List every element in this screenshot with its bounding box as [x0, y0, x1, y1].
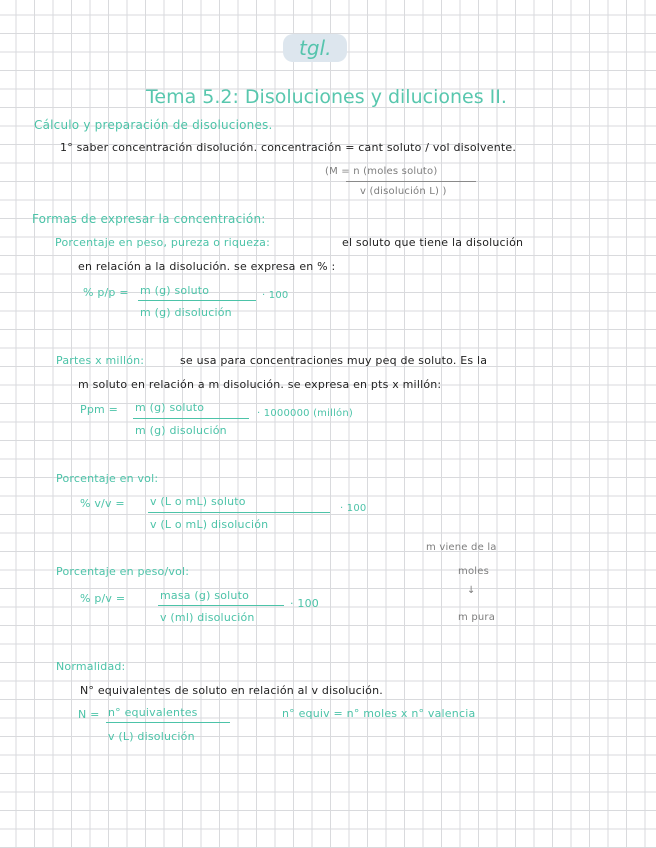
side-note-line2: moles [458, 566, 489, 577]
section2-heading: Formas de expresar la concentración: [32, 212, 266, 226]
ppm-numerator: m (g) soluto [135, 401, 205, 414]
header-tag: tgl. [283, 34, 347, 62]
pesovol-numerator: masa (g) soluto [160, 589, 250, 602]
vol-lhs: % v/v = [80, 497, 125, 510]
peso-lhs: % p/p = [83, 286, 129, 299]
pesovol-lhs: % p/v = [80, 592, 126, 605]
normalidad-lhs: N = [78, 708, 100, 721]
peso-label: Porcentaje en peso, pureza o riqueza: [55, 236, 271, 249]
ppm-label: Partes x millón: [56, 354, 145, 367]
normalidad-text: N° equivalentes de soluto en relación al v disolución. [80, 684, 383, 697]
peso-multiplier: · 100 [262, 290, 289, 301]
peso-fraction-bar [138, 300, 256, 301]
pesovol-label: Porcentaje en peso/vol: [56, 565, 190, 578]
header-tag-wrap [283, 36, 347, 60]
vol-numerator: v (L o mL) soluto [150, 495, 246, 508]
ppm-text2: m soluto en relación a m disolución. se expresa en pts x millón: [78, 378, 442, 391]
pesovol-denominator: v (ml) disolución [160, 611, 255, 624]
pesovol-fraction-bar [158, 605, 284, 606]
peso-numerator: m (g) soluto [140, 284, 210, 297]
normalidad-denominator: v (L) disolución [108, 730, 195, 743]
molarity-denominator: v (disolución L) ) [360, 186, 447, 197]
section1-line1: 1° saber concentración disolución. concentración = cant soluto / vol disolvente. [60, 141, 517, 154]
ppm-denominator: m (g) disolución [135, 424, 227, 437]
normalidad-equiv-note: n° equiv = n° moles x n° valencia [282, 707, 476, 720]
molarity-numerator: (M = n (moles soluto) [325, 166, 438, 177]
ppm-text1: se usa para concentraciones muy peq de soluto. Es la [180, 354, 488, 367]
pesovol-multiplier: · 100 [290, 597, 319, 610]
ppm-fraction-bar [133, 418, 249, 419]
side-note-line3: m pura [458, 612, 496, 623]
ppm-lhs: Ppm = [80, 403, 119, 416]
section1-heading: Cálculo y preparación de disoluciones. [34, 118, 273, 132]
side-note-arrow: ↓ [467, 585, 476, 596]
vol-label: Porcentaje en vol: [56, 472, 159, 485]
normalidad-numerator: n° equivalentes [108, 706, 198, 719]
molarity-fraction-bar [346, 181, 476, 182]
side-note-line1: m viene de la [426, 542, 497, 553]
peso-text2: en relación a la disolución. se expresa en % : [78, 260, 336, 273]
ppm-multiplier: · 1000000 (millón) [257, 408, 354, 419]
vol-fraction-bar [148, 512, 330, 513]
page-title: Tema 5.2: Disoluciones y diluciones II. [146, 86, 507, 108]
peso-text1: el soluto que tiene la disolución [342, 236, 524, 249]
peso-denominator: m (g) disolución [140, 306, 232, 319]
vol-multiplier: · 100 [340, 503, 367, 514]
normalidad-fraction-bar [106, 722, 230, 723]
vol-denominator: v (L o mL) disolución [150, 518, 269, 531]
normalidad-label: Normalidad: [56, 660, 126, 673]
